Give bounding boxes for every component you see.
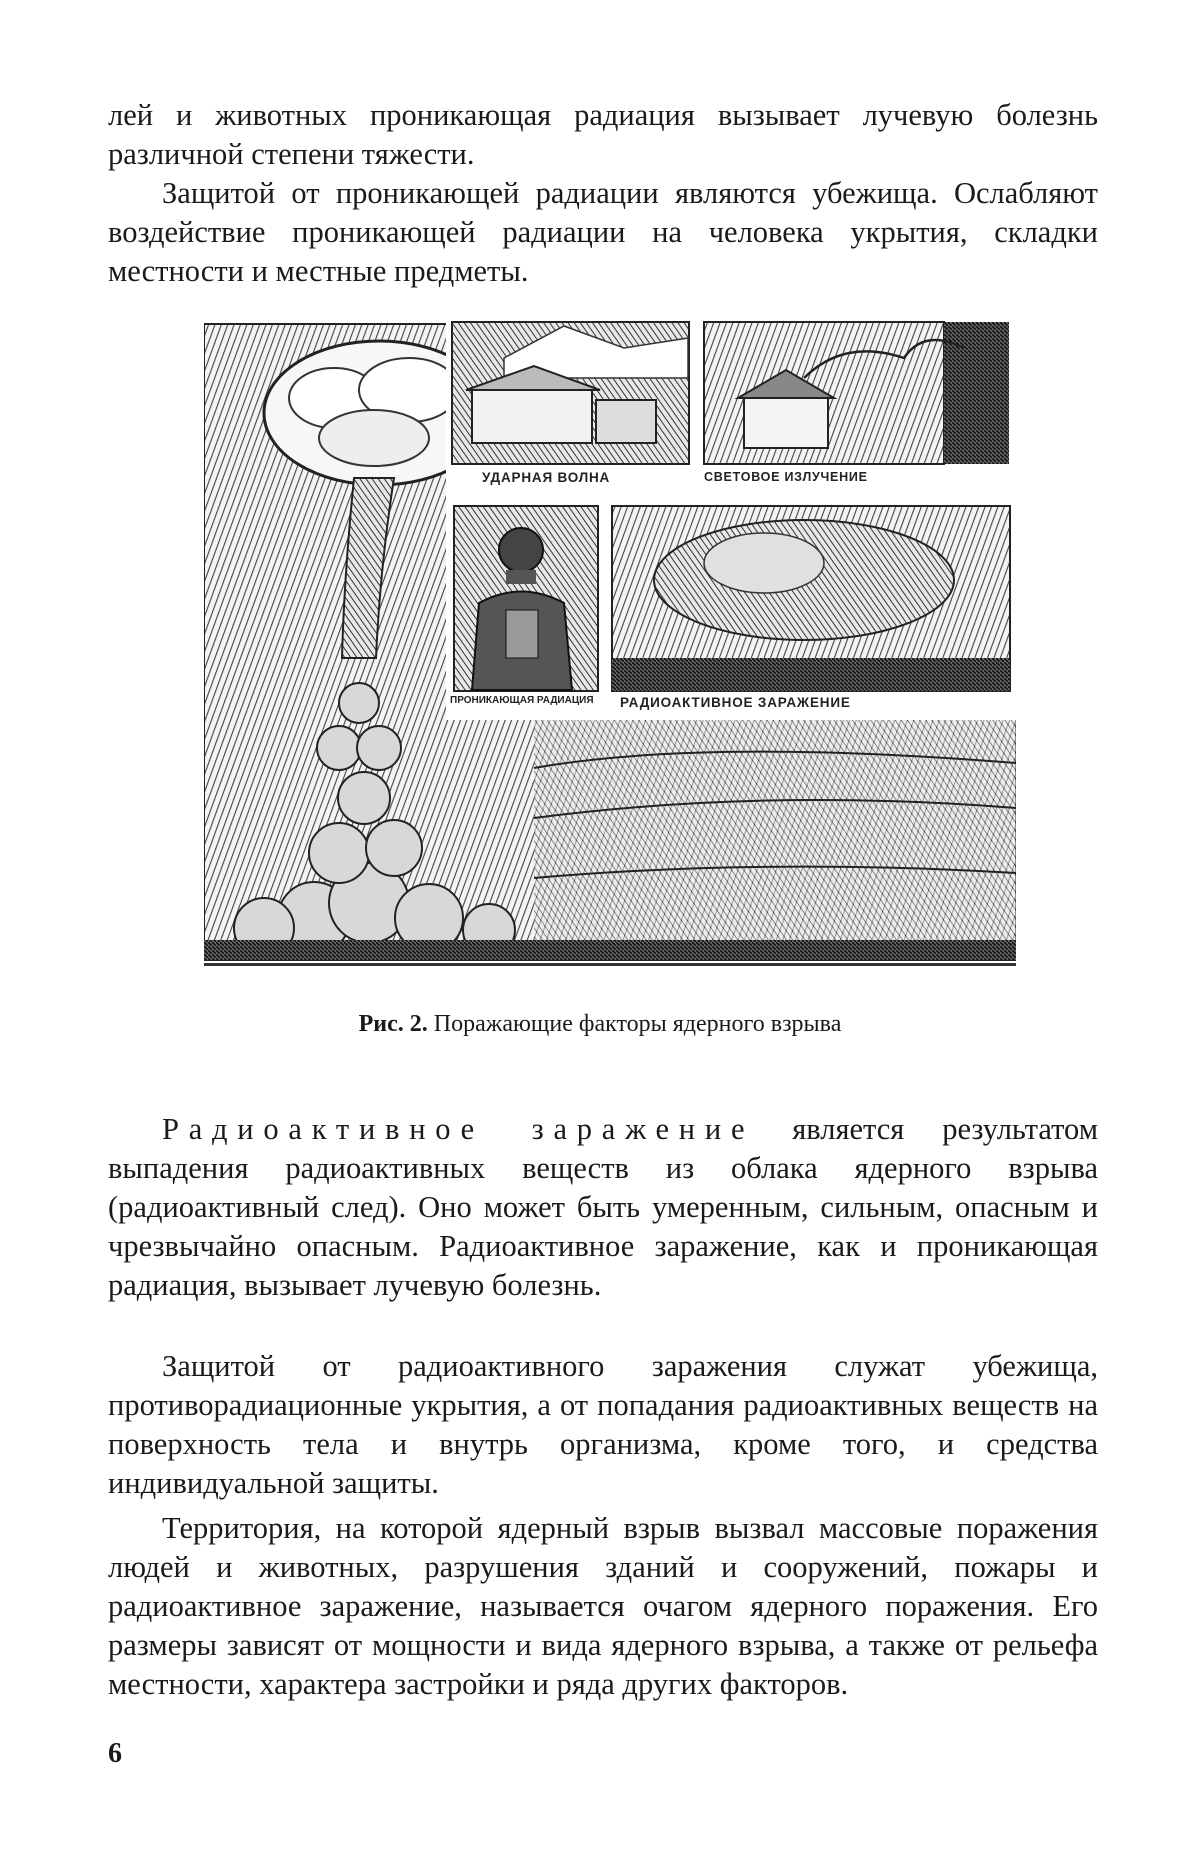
label-radioactive-contamination: РАДИОАКТИВНОЕ ЗАРАЖЕНИЕ [620, 695, 851, 710]
page-number: 6 [108, 1738, 122, 1769]
paragraph-body: является результатом выпадения радиоактивных веществ из облака ядерного взрыва (радиоактивный след). Оно может быть умеренным, сильным, опасным и чрезвычайно опасным. Радиоактивное заражение, как и проникающая радиация, вызывает лучевую болезнь. [108, 1112, 1099, 1302]
paragraph-continuation: лей и животных проникающая радиация вызывает лучевую болезнь различной степени тяжести. [108, 98, 1098, 171]
figure-caption [0, 1011, 1200, 1038]
label-shock-wave: УДАРНАЯ ВОЛНА [482, 470, 611, 485]
figure-illustration [204, 318, 1016, 963]
term-radioactive-contamination: Радиоактивное заражение [162, 1112, 755, 1146]
paragraph-radioactive-contamination [108, 1110, 1098, 1305]
paragraph-nuclear-lesion-area: Территория, на которой ядерный взрыв вызвал массовые поражения людей и животных, разрушения зданий и сооружений, пожары и радиоактивное заражение, называется очагом ядерного поражения. Его размеры зависят от мощности и вида ядерного взрыва, а также от рельефа местности, характера застройки и ряда других факторов. [108, 1511, 1098, 1701]
caption-text: Поражающие факторы ядерного взрыва [427, 1011, 842, 1037]
paragraph-shelter-radiation: Защитой от проникающей радиации являются убежища. Ослабляют воздействие проникающей радиации на человека укрытия, складки местности и местные предметы. [108, 176, 1098, 288]
panel-radioactive-contamination [606, 498, 1016, 720]
panel-penetrating-radiation [446, 498, 606, 720]
label-light-radiation: СВЕТОВОЕ ИЗЛУЧЕНИЕ [704, 470, 868, 484]
label-penetrating-radiation: ПРОНИКАЮЩАЯ РАДИАЦИЯ [450, 695, 594, 706]
lower-landscape [534, 720, 1016, 940]
paragraph-contamination-protection: Защитой от радиоактивного заражения служат убежища, противорадиационные укрытия, а от попадания радиоактивных веществ на поверхность тела и внутрь организма, кроме того, и средства индивидуальной защиты. [108, 1349, 1098, 1500]
caption-label: Рис. 2. [358, 1011, 428, 1037]
figure-nuclear-factors [204, 318, 1016, 966]
